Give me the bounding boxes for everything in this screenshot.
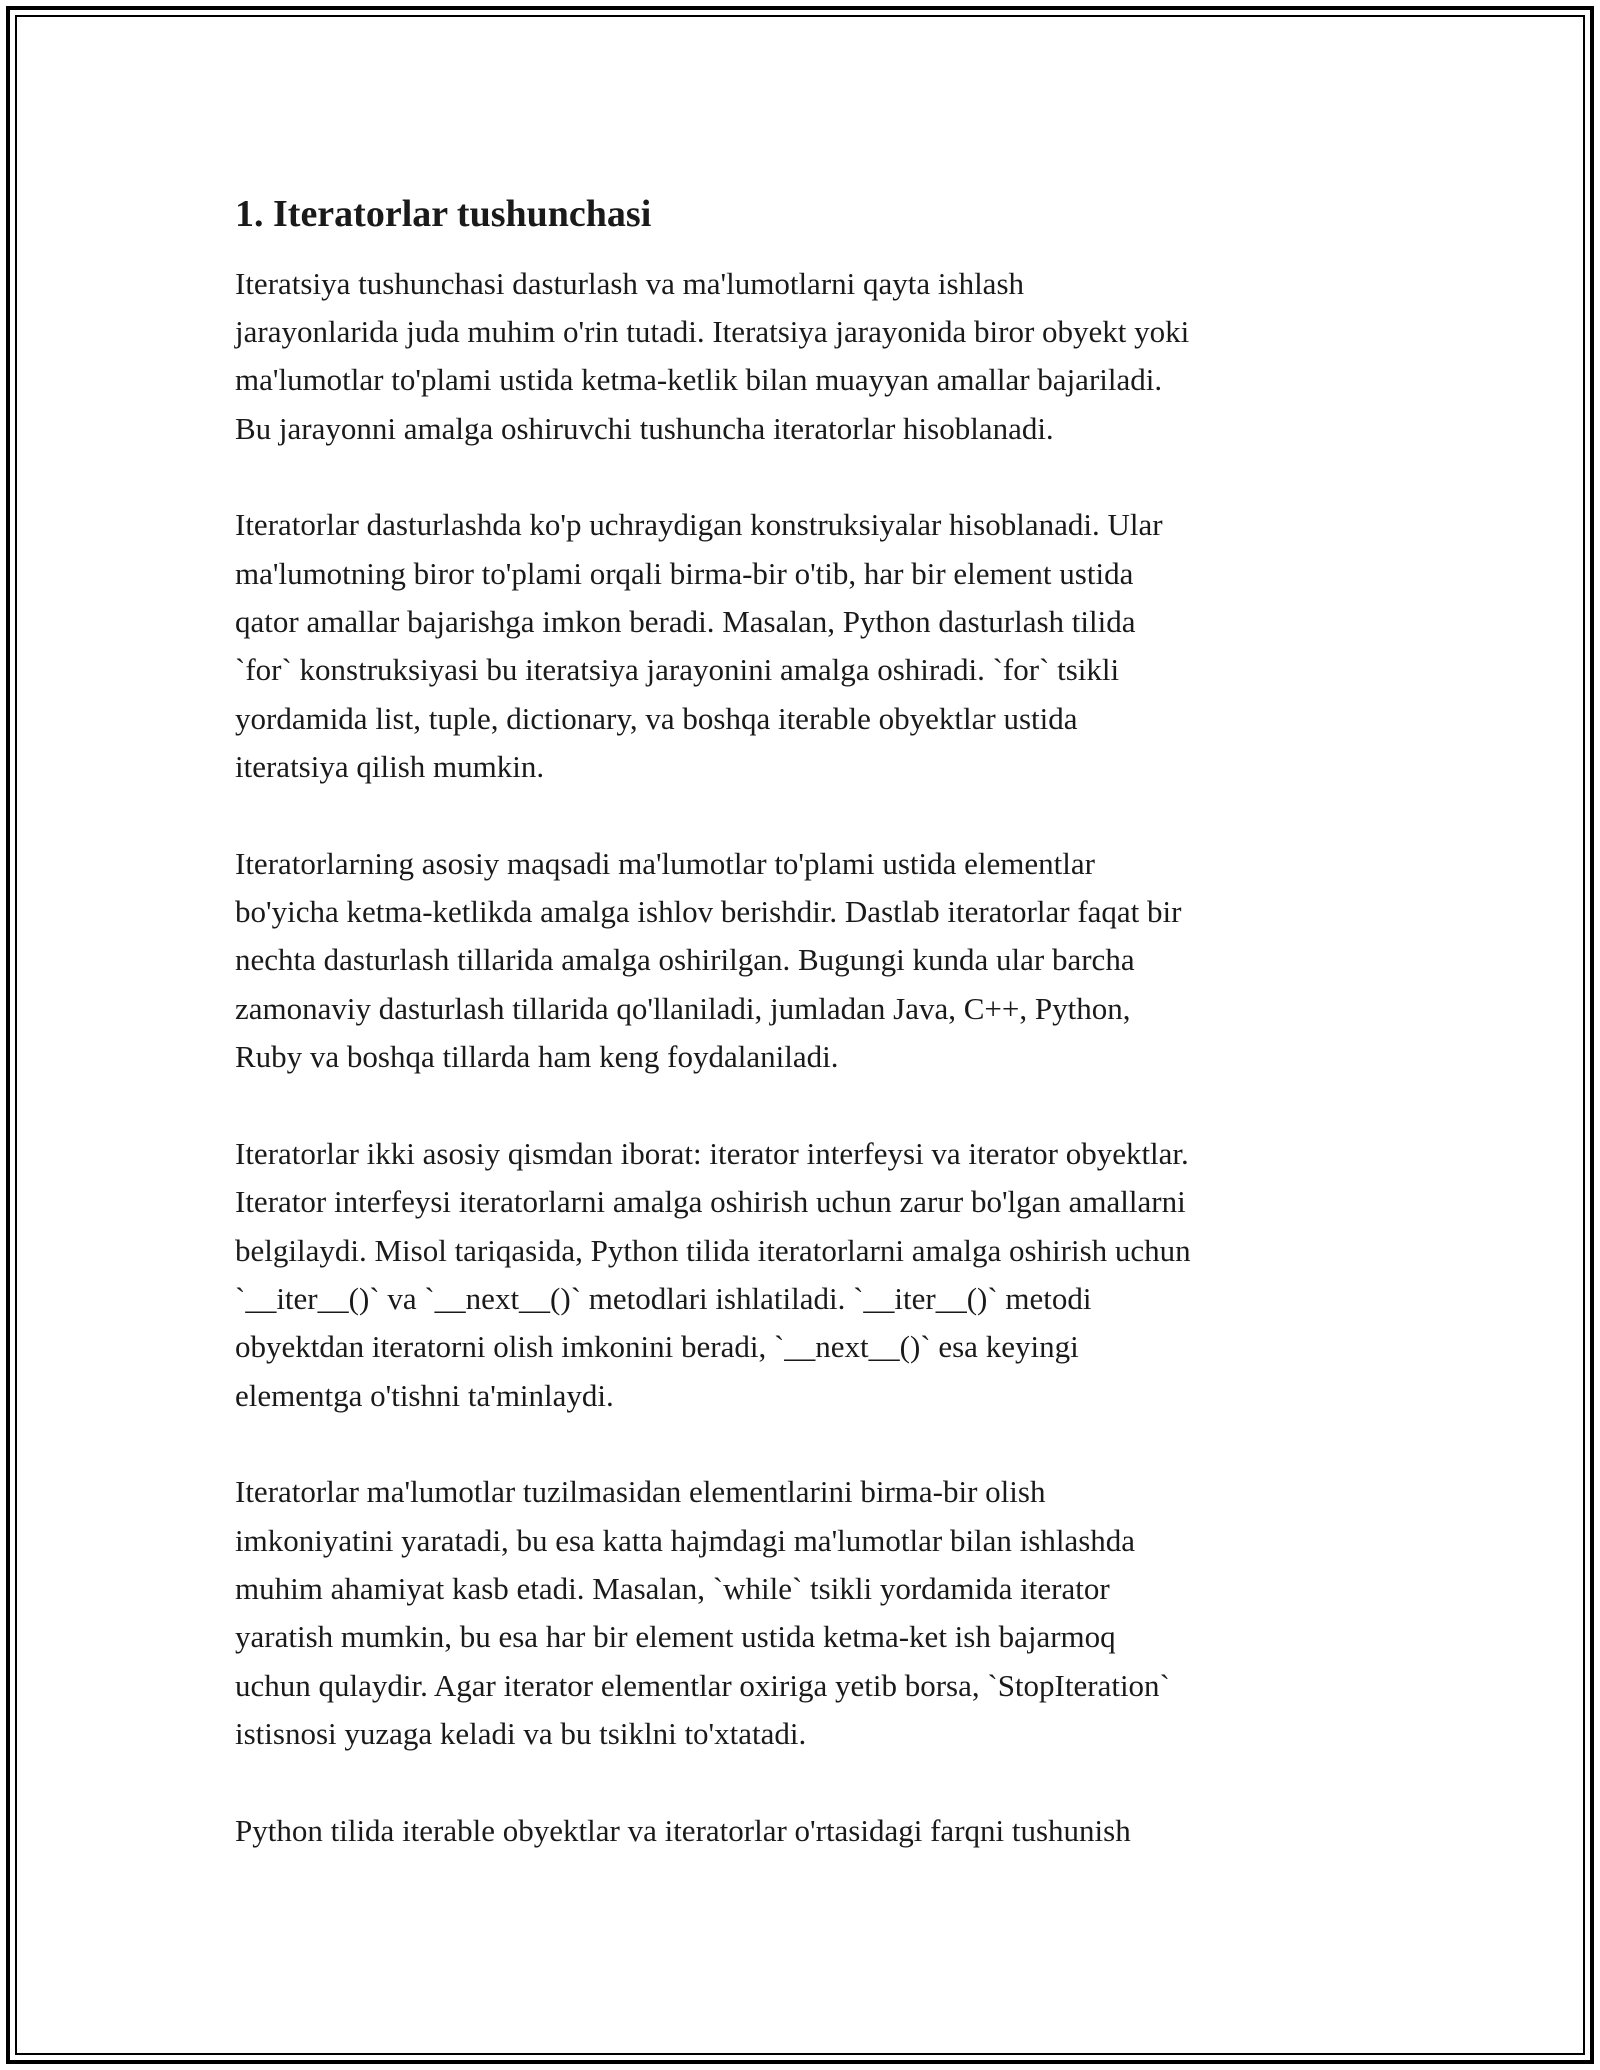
paragraph-4: Iteratorlar ikki asosiy qismdan iborat: iterator interfeysi va iterator obyektlar. Iterator interfeysi iteratorlarni amalga oshirish uchun zarur bo'lgan amallarni belgilaydi. Misol tariqasida, Python tilida iteratorlarni amalga oshirish uchun `__iter__()` va `__next__()` metodlari ishlatiladi. `__iter__()` metodi obyektdan iteratorni olish imkonini beradi, `__next__()` esa keyingi elementga o'tishni ta'minlaydi. <box>235 1135 1191 1413</box>
section-heading: 1. Iteratorlar tushunchasi <box>235 193 652 235</box>
paragraph-5: Iteratorlar ma'lumotlar tuzilmasidan elementlarini birma-bir olish imkoniyatini yaratadi, bu esa katta hajmdagi ma'lumotlar bilan ishlashda muhim ahamiyat kasb etadi. Masalan, `while` tsikli yordamida iterator yaratish mumkin, bu esa har bir element ustida ketma-ket ish bajarmoq uchun qulaydir. Agar iterator elementlar oxiriga yetib borsa, `StopIteration` istisnosi yuzaga keladi va bu tsiklni to'xtatadi. <box>235 1474 1170 1752</box>
paragraph-1: Iteratsiya tushunchasi dasturlash va ma'lumotlarni qayta ishlash jarayonlarida juda muhim o'rin tutadi. Iteratsiya jarayonida biror obyekt yoki ma'lumotlar to'plami ustida ketma-ketlik bilan muayyan amallar bajariladi. Bu jarayonni amalga oshiruvchi tushuncha iteratorlar hisoblanadi. <box>235 265 1190 446</box>
paragraph-3: Iteratorlarning asosiy maqsadi ma'lumotlar to'plami ustida elementlar bo'yicha ketma-ketlikda amalga ishlov berishdir. Dastlab iteratorlar faqat bir nechta dasturlash tillarida amalga oshirilgan. Bugungi kunda ular barcha zamonaviy dasturlash tillarida qo'llaniladi, jumladan Java, C++, Python, Ruby va boshqa tillarda ham keng foydalaniladi. <box>235 845 1182 1075</box>
paragraph-2: Iteratorlar dasturlashda ko'p uchraydigan konstruksiyalar hisoblanadi. Ular ma'lumotning biror to'plami orqali birma-bir o'tib, har bir element ustida qator amallar bajarishga imkon beradi. Masalan, Python dasturlash tilida `for` konstruksiyasi bu iteratsiya jarayonini amalga oshiradi. `for` tsikli yordamida list, tuple, dictionary, va boshqa iterable obyektlar ustida iteratsiya qilish mumkin. <box>235 507 1163 785</box>
document-body <box>235 180 1375 1903</box>
paragraph-6: Python tilida iterable obyektlar va iteratorlar o'rtasidagi farqni tushunish <box>235 1812 1131 1848</box>
